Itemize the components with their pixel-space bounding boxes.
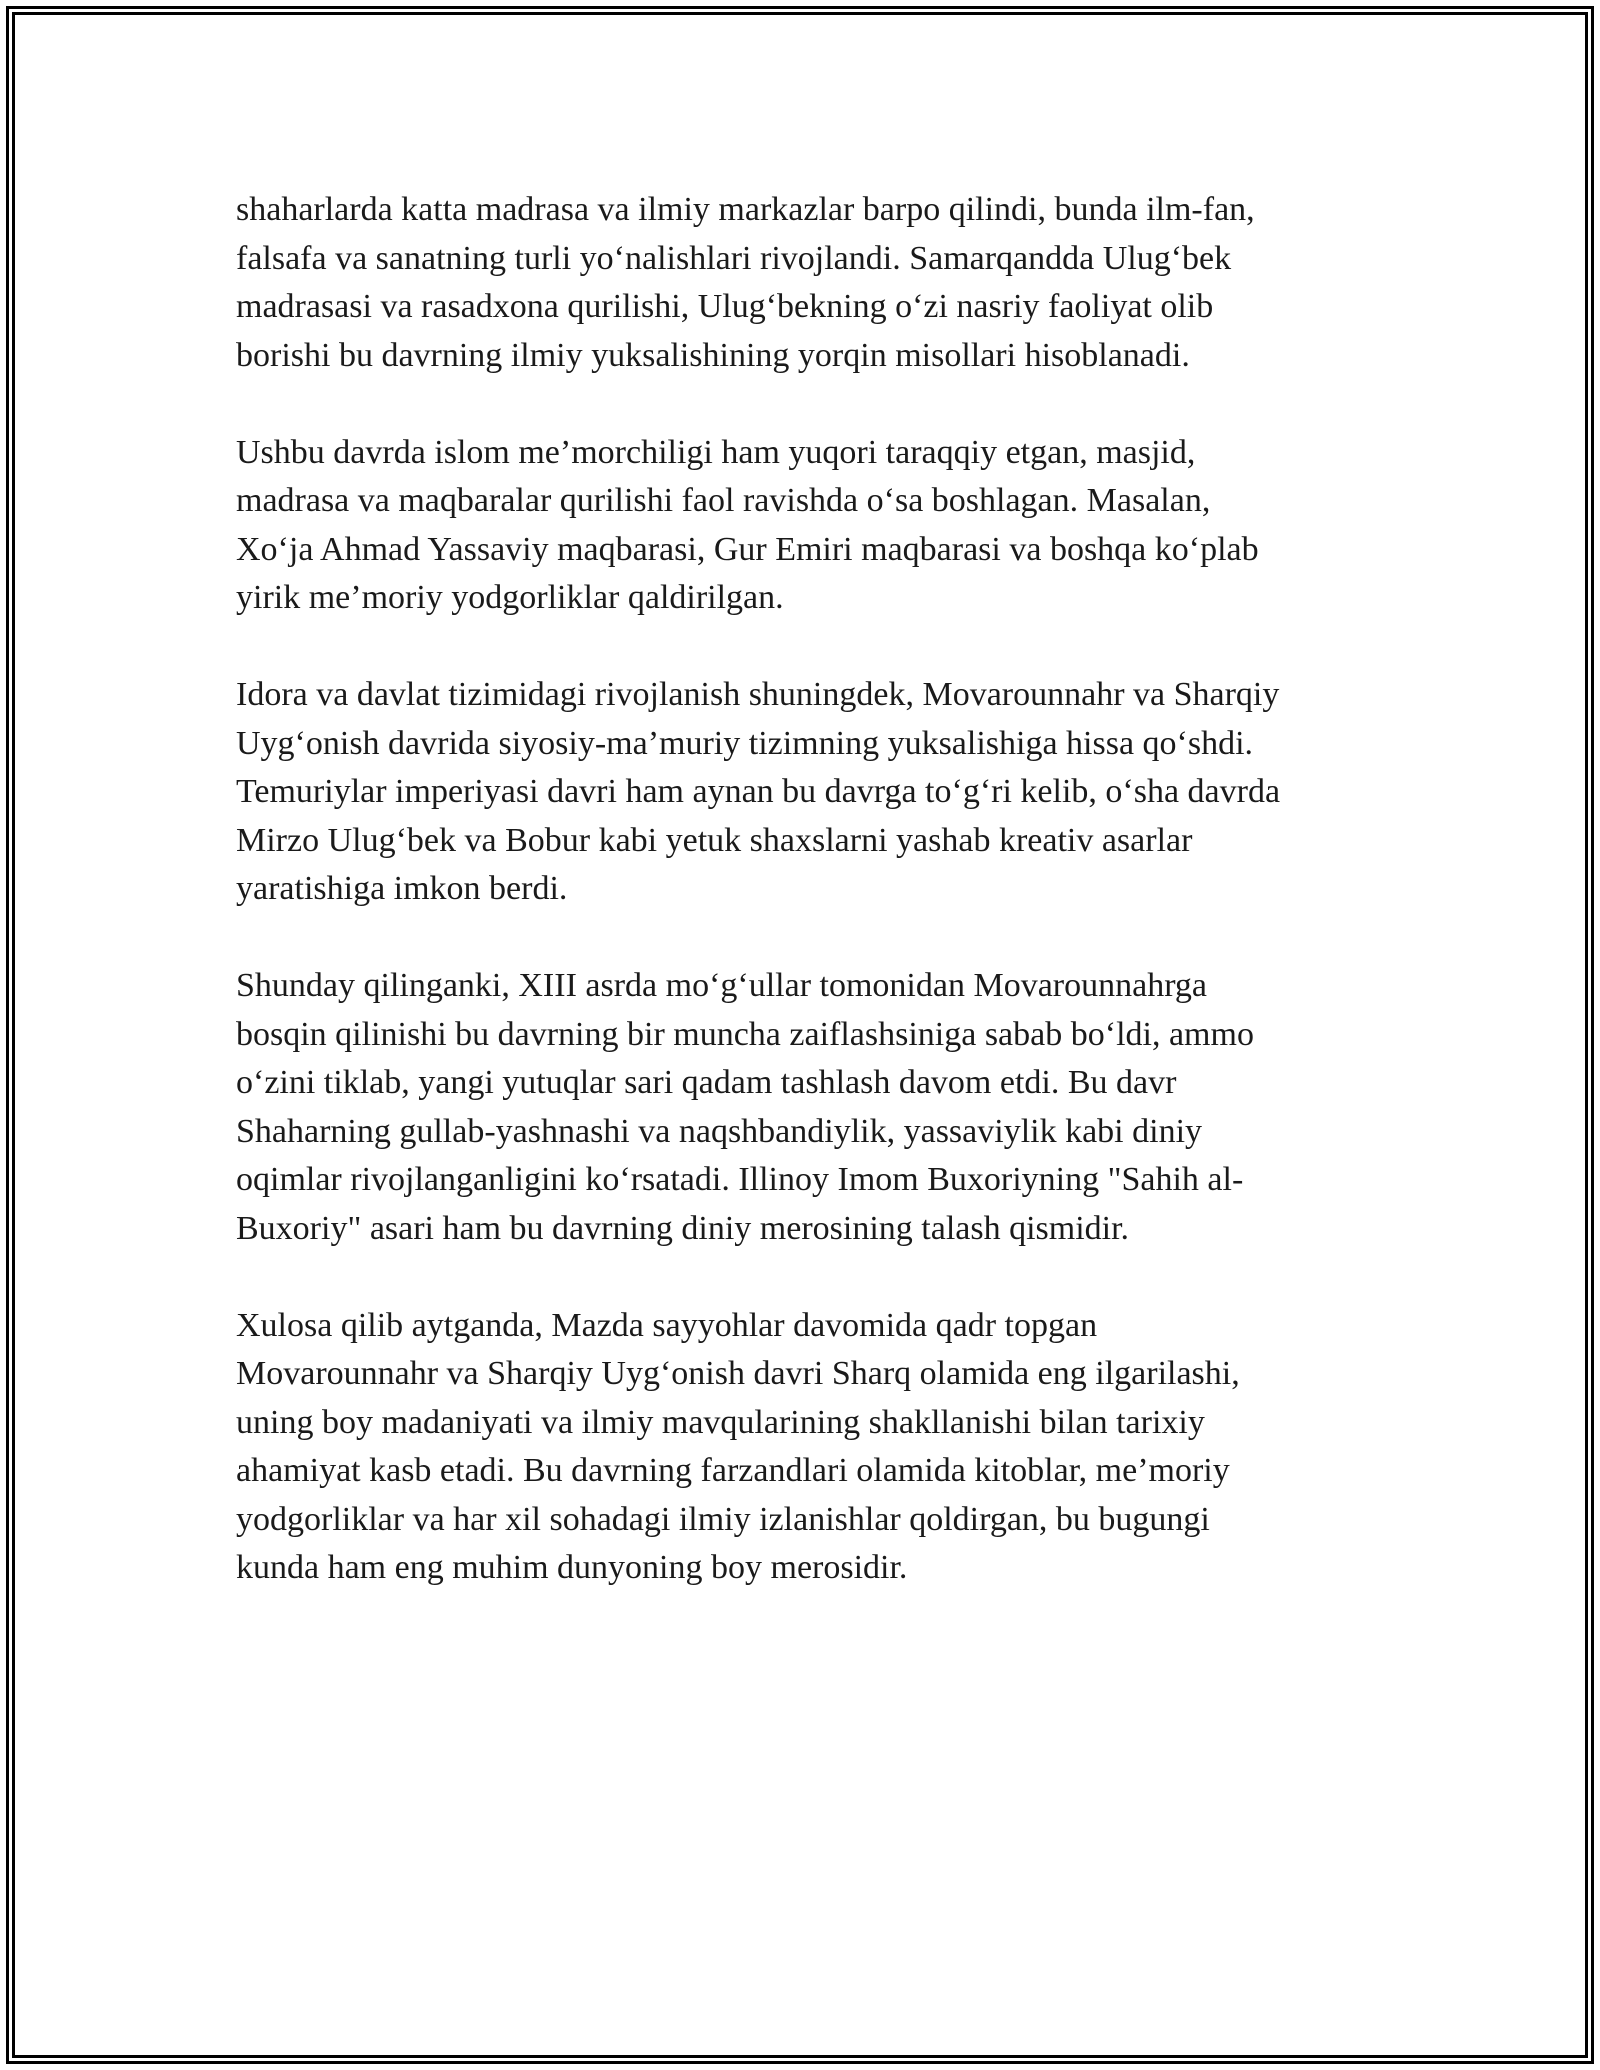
document-body <box>236 186 1386 1641</box>
paragraph-3: Idora va davlat tizimidagi rivojlanish shuningdek, Movarounnahr va Sharqiy Uyg‘onish davrida siyosiy-ma’muriy tizimning yuksalishiga hissa qo‘shdi. Temuriylar imperiyasi davri ham aynan bu davrga to‘g‘ri kelib, o‘sha davrda Mirzo Ulug‘bek va Bobur kabi yetuk shaxslarni yashab kreativ asarlar yaratishiga imkon berdi. <box>236 676 1281 907</box>
paragraph-2: Ushbu davrda islom me’morchiligi ham yuqori taraqqiy etgan, masjid, madrasa va maqbaralar qurilishi faol ravishda o‘sa boshlagan. Masalan, Xo‘ja Ahmad Yassaviy maqbarasi, Gur Emiri maqbarasi va boshqa ko‘plab yirik me’moriy yodgorliklar qaldirilgan. <box>236 433 1259 616</box>
paragraph-5: Xulosa qilib aytganda, Mazda sayyohlar davomida qadr topgan Movarounnahr va Sharqiy Uyg‘onish davri Sharq olamida eng ilgarilashi, uning boy madaniyati va ilmiy mavqularining shakllanishi bilan tarixiy ahamiyat kasb etadi. Bu davrning farzandlari olamida kitoblar, me’moriy yodgorliklar va har xil sohadagi ilmiy izlanishlar qoldirgan, bu bugungi kunda ham eng muhim dunyoning boy merosidir. <box>236 1306 1240 1586</box>
paragraph-1: shaharlarda katta madrasa va ilmiy markazlar barpo qilindi, bunda ilm-fan, falsafa va sanatning turli yo‘nalishlari rivojlandi. Samarqandda Ulug‘bek madrasasi va rasadxona qurilishi, Ulug‘bekning o‘zi nasriy faoliyat olib borishi bu davrning ilmiy yuksalishining yorqin misollari hisoblanadi. <box>236 191 1255 374</box>
paragraph-4: Shunday qilinganki, XIII asrda mo‘g‘ullar tomonidan Movarounnahrga bosqin qilinishi bu davrning bir muncha zaiflashsiniga sabab bo‘ldi, ammo o‘zini tiklab, yangi yutuqlar sari qadam tashlash davom etdi. Bu davr Shaharning gullab-yashnashi va naqshbandiylik, yassaviylik kabi diniy oqimlar rivojlanganligini ko‘rsatadi. Illinoy Imom Buxoriyning "Sahih al- Buxoriy" asari ham bu davrning diniy merosining talash qismidir. <box>236 967 1254 1247</box>
